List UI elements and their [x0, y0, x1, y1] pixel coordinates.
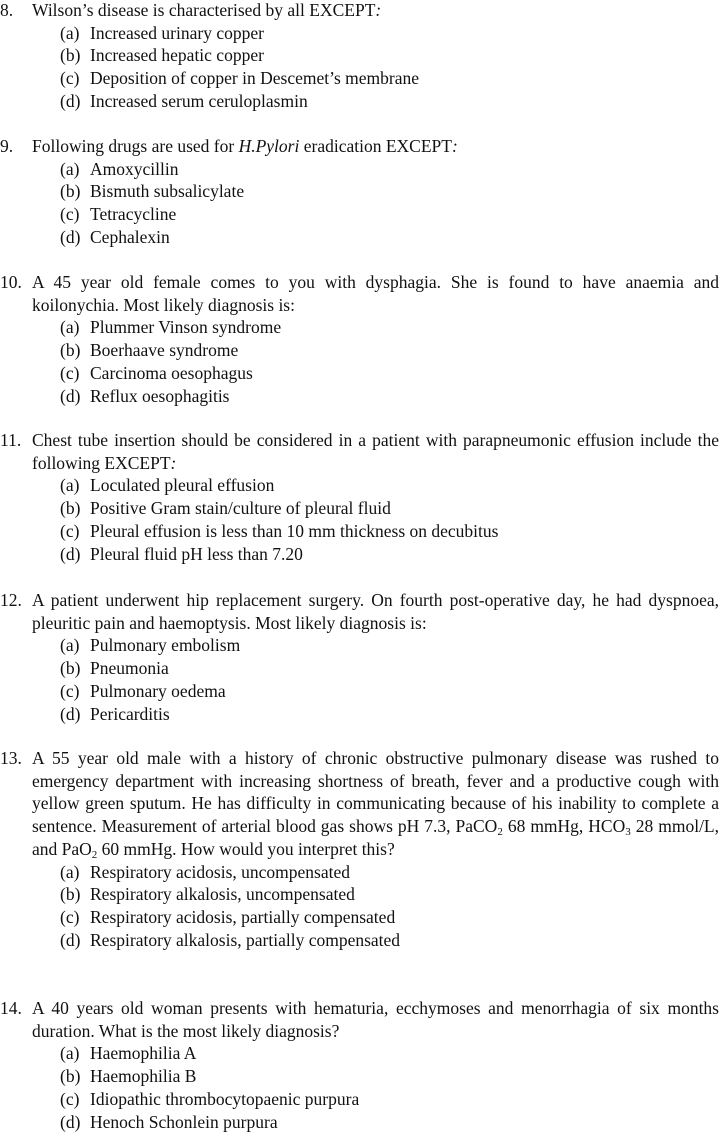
- option-label: (a): [60, 158, 80, 179]
- option-text: Pleural effusion is less than 10 mm thickness on decubitus: [90, 520, 499, 541]
- question-number: 14.: [0, 998, 22, 1018]
- option-label: (a): [60, 635, 80, 656]
- option-b: [60, 180, 720, 203]
- option-text: Henoch Schonlein purpura: [90, 1111, 278, 1132]
- question-number: 12.: [0, 590, 22, 610]
- option-text: Respiratory acidosis, uncompensated: [90, 861, 351, 882]
- option-d: [60, 1111, 720, 1133]
- option-label: (a): [60, 1043, 80, 1064]
- option-text: Plummer Vinson syndrome: [90, 317, 282, 338]
- option-list: [60, 634, 720, 725]
- option-b: [60, 497, 720, 520]
- option-b: [60, 1065, 720, 1088]
- option-list: [60, 861, 720, 952]
- question-11: [0, 429, 720, 565]
- question-stem: 13. A 55 year old male with a history of chronic obstructive pulmonary disease was rushed to emergency department with increasing shortness of breath, fever and a productive cough with yellow green sputum. He has difficulty in communicating because of his inability to complete a sentence. Measurement of arterial blood gas shows pH 7.3, PaCO$_2$ 68 mmHg, $HCO_3$ 28 mmol/L, and PaO$_2$ 60 mmHg. How would you interpret this?: [0, 748, 719, 861]
- option-a: [60, 22, 720, 45]
- option-label: (d): [60, 929, 81, 950]
- option-label: (a): [60, 475, 80, 496]
- option-d: [60, 929, 720, 952]
- option-b: [60, 44, 720, 67]
- option-c: [60, 906, 720, 929]
- option-label: (a): [60, 861, 80, 882]
- option-label: (d): [60, 543, 81, 564]
- question-stem: 12. A patient underwent hip replacement surgery. On fourth post-operative day, he had dyspnoea, pleuritic pain and haemoptysis. Most likely diagnosis is:: [0, 590, 719, 633]
- option-label: (b): [60, 181, 81, 202]
- option-text: Boerhaave syndrome: [90, 340, 239, 361]
- question-stem: 8. Wilson’s disease is characterised by all EXCEPT:: [0, 0, 382, 20]
- option-text: Increased urinary copper: [90, 22, 264, 43]
- option-label: (c): [60, 204, 80, 225]
- option-d: [60, 703, 720, 726]
- option-text: Bismuth subsalicylate: [90, 181, 245, 202]
- question-12: [0, 589, 720, 725]
- option-text: Pneumonia: [90, 658, 169, 679]
- option-label: (a): [60, 317, 80, 338]
- option-label: (a): [60, 22, 80, 43]
- option-d: [60, 385, 720, 408]
- option-text: Cephalexin: [90, 226, 170, 247]
- option-text: Loculated pleural effusion: [90, 475, 275, 496]
- option-text: Reflux oesophagitis: [90, 385, 230, 406]
- question-number: 13.: [0, 748, 22, 768]
- option-b: [60, 657, 720, 680]
- option-c: [60, 67, 720, 90]
- question-stem: 10. A 45 year old female comes to you with dysphagia. She is found to have anaemia and koilonychia. Most likely diagnosis is:: [0, 272, 719, 315]
- option-text: Deposition of copper in Descemet’s membrane: [90, 68, 419, 89]
- question-number: 9.: [0, 136, 14, 156]
- option-text: Pulmonary embolism: [90, 635, 241, 656]
- question-stem: 14. A 40 years old woman presents with hematuria, ecchymoses and menorrhagia of six months duration. What is the most likely diagnosis?: [0, 998, 719, 1041]
- option-label: (b): [60, 884, 81, 905]
- option-a: [60, 316, 720, 339]
- option-label: (d): [60, 1111, 81, 1132]
- option-text: Positive Gram stain/culture of pleural fluid: [90, 498, 391, 519]
- option-list: [60, 1042, 720, 1133]
- option-label: (b): [60, 340, 81, 361]
- option-label: (d): [60, 226, 81, 247]
- option-c: [60, 203, 720, 226]
- option-list: [60, 474, 720, 565]
- option-text: Pleural fluid pH less than 7.20: [90, 543, 303, 564]
- option-text: Haemophilia A: [90, 1043, 197, 1064]
- option-list: [60, 22, 720, 113]
- question-number: 11.: [0, 430, 22, 450]
- question-stem: 11. Chest tube insertion should be considered in a patient with parapneumonic effusion include the following EXCEPT:: [0, 430, 719, 473]
- option-a: [60, 158, 720, 181]
- option-label: (c): [60, 906, 80, 927]
- option-label: (b): [60, 658, 81, 679]
- question-stem: 9. Following drugs are used for H.Pylori eradication EXCEPT:: [0, 136, 458, 156]
- option-label: (d): [60, 385, 81, 406]
- option-text: Tetracycline: [90, 204, 177, 225]
- option-text: Respiratory alkalosis, uncompensated: [90, 884, 355, 905]
- question-8: [0, 0, 720, 113]
- option-label: (b): [60, 498, 81, 519]
- option-label: (c): [60, 520, 80, 541]
- option-d: [60, 226, 720, 249]
- option-a: [60, 861, 720, 884]
- option-a: [60, 474, 720, 497]
- option-list: [60, 316, 720, 407]
- option-label: (c): [60, 1088, 80, 1109]
- option-c: [60, 520, 720, 543]
- option-text: Respiratory acidosis, partially compensated: [90, 906, 396, 927]
- option-text: Increased hepatic copper: [90, 45, 264, 66]
- option-label: (b): [60, 1066, 81, 1087]
- option-text: Pericarditis: [90, 703, 170, 724]
- option-text: Respiratory alkalosis, partially compensated: [90, 929, 401, 950]
- option-c: [60, 362, 720, 385]
- option-label: (c): [60, 68, 80, 89]
- option-text: Pulmonary oedema: [90, 680, 226, 701]
- question-10: [0, 271, 720, 407]
- question-number: 8.: [0, 0, 14, 20]
- option-label: (b): [60, 45, 81, 66]
- option-c: [60, 680, 720, 703]
- option-d: [60, 543, 720, 566]
- question-9: [0, 135, 720, 249]
- option-text: Carcinoma oesophagus: [90, 362, 253, 383]
- option-label: (d): [60, 90, 81, 111]
- option-b: [60, 883, 720, 906]
- option-text: Increased serum ceruloplasmin: [90, 90, 308, 111]
- question-13: [0, 747, 720, 951]
- option-d: [60, 90, 720, 113]
- option-a: [60, 1042, 720, 1065]
- option-text: Amoxycillin: [90, 158, 179, 179]
- option-label: (c): [60, 362, 80, 383]
- option-list: [60, 158, 720, 249]
- option-b: [60, 339, 720, 362]
- option-a: [60, 634, 720, 657]
- option-text: Haemophilia B: [90, 1066, 197, 1087]
- option-label: (c): [60, 680, 80, 701]
- option-label: (d): [60, 703, 81, 724]
- option-text: Idiopathic thrombocytopaenic purpura: [90, 1088, 360, 1109]
- question-14: [0, 997, 720, 1133]
- question-number: 10.: [0, 272, 22, 292]
- option-c: [60, 1088, 720, 1111]
